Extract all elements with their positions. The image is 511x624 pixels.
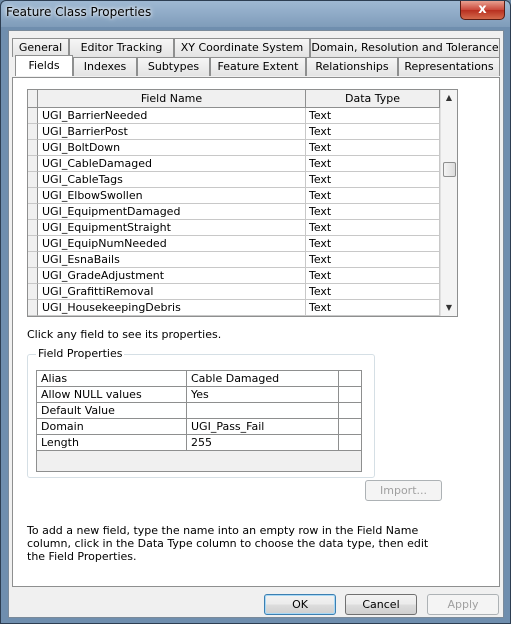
row-selector[interactable] [28, 300, 38, 316]
property-extra-cell [339, 403, 361, 419]
tab-editor-tracking[interactable]: Editor Tracking [69, 38, 174, 57]
table-row[interactable] [28, 252, 440, 268]
property-label: Allow NULL values [37, 387, 187, 403]
property-label: Domain [37, 419, 187, 435]
data-type-cell[interactable]: Text [306, 124, 440, 140]
ok-button-label: OK [292, 598, 308, 611]
property-extra-cell [339, 387, 361, 403]
data-type-cell[interactable]: Text [306, 140, 440, 156]
property-value[interactable]: Yes [187, 387, 339, 403]
data-type-cell[interactable]: Text [306, 108, 440, 124]
data-type-cell[interactable]: Text [306, 220, 440, 236]
scroll-thumb[interactable] [443, 162, 456, 177]
field-name-cell[interactable]: UGI_HousekeepingDebris [38, 300, 306, 316]
property-extra-cell [339, 435, 361, 451]
property-label: Alias [37, 371, 187, 387]
scroll-down-arrow-icon[interactable]: ▼ [445, 303, 453, 312]
table-row[interactable] [28, 108, 440, 124]
property-extra-cell [339, 419, 361, 435]
property-value[interactable]: UGI_Pass_Fail [187, 419, 339, 435]
table-row[interactable] [28, 188, 440, 204]
table-row[interactable] [28, 140, 440, 156]
dialog-client-area [8, 30, 504, 618]
field-name-cell[interactable]: UGI_BoltDown [38, 140, 306, 156]
data-type-cell[interactable]: Text [306, 204, 440, 220]
data-type-cell[interactable]: Text [306, 284, 440, 300]
scroll-up-arrow-icon[interactable]: ▲ [445, 93, 453, 102]
tab-domain-resolution-tolerance[interactable]: Domain, Resolution and Tolerance [310, 38, 500, 57]
tab-indexes[interactable]: Indexes [73, 57, 137, 76]
property-value[interactable]: Cable Damaged [187, 371, 339, 387]
table-row[interactable] [28, 204, 440, 220]
field-name-cell[interactable]: UGI_BarrierNeeded [38, 108, 306, 124]
tab-subtypes[interactable]: Subtypes [137, 57, 210, 76]
help-text: To add a new field, type the name into an empty row in the Field Name column, click in the Data Type column to choose the data type, then edit the Field Properties. [27, 524, 429, 563]
property-value[interactable] [187, 403, 339, 419]
ok-button[interactable] [264, 594, 336, 615]
column-header-data-type[interactable]: Data Type [306, 90, 440, 107]
cancel-button[interactable] [345, 594, 417, 615]
property-extra-cell [339, 371, 361, 387]
property-row[interactable] [37, 387, 361, 403]
row-selector[interactable] [28, 252, 38, 268]
field-name-cell[interactable]: UGI_EquipmentStraight [38, 220, 306, 236]
row-selector[interactable] [28, 108, 38, 124]
row-selector[interactable] [28, 140, 38, 156]
fields-tab-panel [12, 77, 500, 587]
row-selector[interactable] [28, 284, 38, 300]
table-row[interactable] [28, 236, 440, 252]
close-button[interactable] [460, 1, 505, 20]
field-name-cell[interactable]: UGI_EquipNumNeeded [38, 236, 306, 252]
row-selector[interactable] [28, 156, 38, 172]
row-selector[interactable] [28, 220, 38, 236]
row-selector[interactable] [28, 268, 38, 284]
property-row[interactable] [37, 435, 361, 451]
row-selector[interactable] [28, 124, 38, 140]
data-type-cell[interactable]: Text [306, 156, 440, 172]
tab-xy-coordinate-system[interactable]: XY Coordinate System [174, 38, 310, 57]
tab-relationships[interactable]: Relationships [306, 57, 398, 76]
grid-vertical-scrollbar[interactable] [440, 90, 457, 316]
field-name-cell[interactable]: UGI_EsnaBails [38, 252, 306, 268]
property-label: Length [37, 435, 187, 451]
import-button-label: Import... [380, 484, 427, 497]
row-selector[interactable] [28, 172, 38, 188]
data-type-cell[interactable]: Text [306, 300, 440, 316]
data-type-cell[interactable]: Text [306, 252, 440, 268]
tab-representations[interactable]: Representations [398, 57, 500, 76]
property-row[interactable] [37, 419, 361, 435]
field-name-cell[interactable]: UGI_EquipmentDamaged [38, 204, 306, 220]
field-name-cell[interactable]: UGI_GradeAdjustment [38, 268, 306, 284]
property-label: Default Value [37, 403, 187, 419]
property-value[interactable]: 255 [187, 435, 339, 451]
close-icon: x [478, 2, 487, 17]
table-row[interactable] [28, 220, 440, 236]
property-row[interactable] [37, 371, 361, 387]
cancel-button-label: Cancel [362, 598, 400, 611]
field-name-cell[interactable]: UGI_ElbowSwollen [38, 188, 306, 204]
data-type-cell[interactable]: Text [306, 268, 440, 284]
grid-header [28, 90, 440, 108]
table-row[interactable] [28, 284, 440, 300]
field-name-cell[interactable]: UGI_CableDamaged [38, 156, 306, 172]
row-selector[interactable] [28, 188, 38, 204]
table-row[interactable] [28, 124, 440, 140]
row-selector[interactable] [28, 204, 38, 220]
row-header-corner [28, 90, 38, 107]
data-type-cell[interactable]: Text [306, 172, 440, 188]
data-type-cell[interactable]: Text [306, 188, 440, 204]
field-properties-table [36, 370, 362, 472]
field-name-cell[interactable]: UGI_GrafittiRemoval [38, 284, 306, 300]
table-row[interactable] [28, 268, 440, 284]
table-row[interactable] [28, 300, 440, 316]
window-title: Feature Class Properties [6, 5, 152, 19]
field-name-cell[interactable]: UGI_CableTags [38, 172, 306, 188]
data-type-cell[interactable]: Text [306, 236, 440, 252]
field-hint-text: Click any field to see its properties. [27, 328, 222, 341]
tab-general[interactable]: General [12, 38, 69, 57]
table-row[interactable] [28, 156, 440, 172]
tab-fields[interactable]: Fields [15, 55, 73, 76]
field-properties-group [27, 347, 375, 478]
tab-row-back [12, 38, 500, 57]
row-selector[interactable] [28, 236, 38, 252]
apply-button[interactable] [427, 594, 499, 615]
tab-row-front [12, 57, 500, 76]
tab-feature-extent[interactable]: Feature Extent [210, 57, 306, 76]
import-button[interactable] [365, 480, 442, 501]
property-row[interactable] [37, 403, 361, 419]
table-row[interactable] [28, 172, 440, 188]
field-properties-title: Field Properties [38, 347, 123, 360]
column-header-field-name[interactable]: Field Name [38, 90, 306, 107]
fields-grid [27, 89, 458, 317]
field-name-cell[interactable]: UGI_BarrierPost [38, 124, 306, 140]
apply-button-label: Apply [447, 598, 479, 611]
